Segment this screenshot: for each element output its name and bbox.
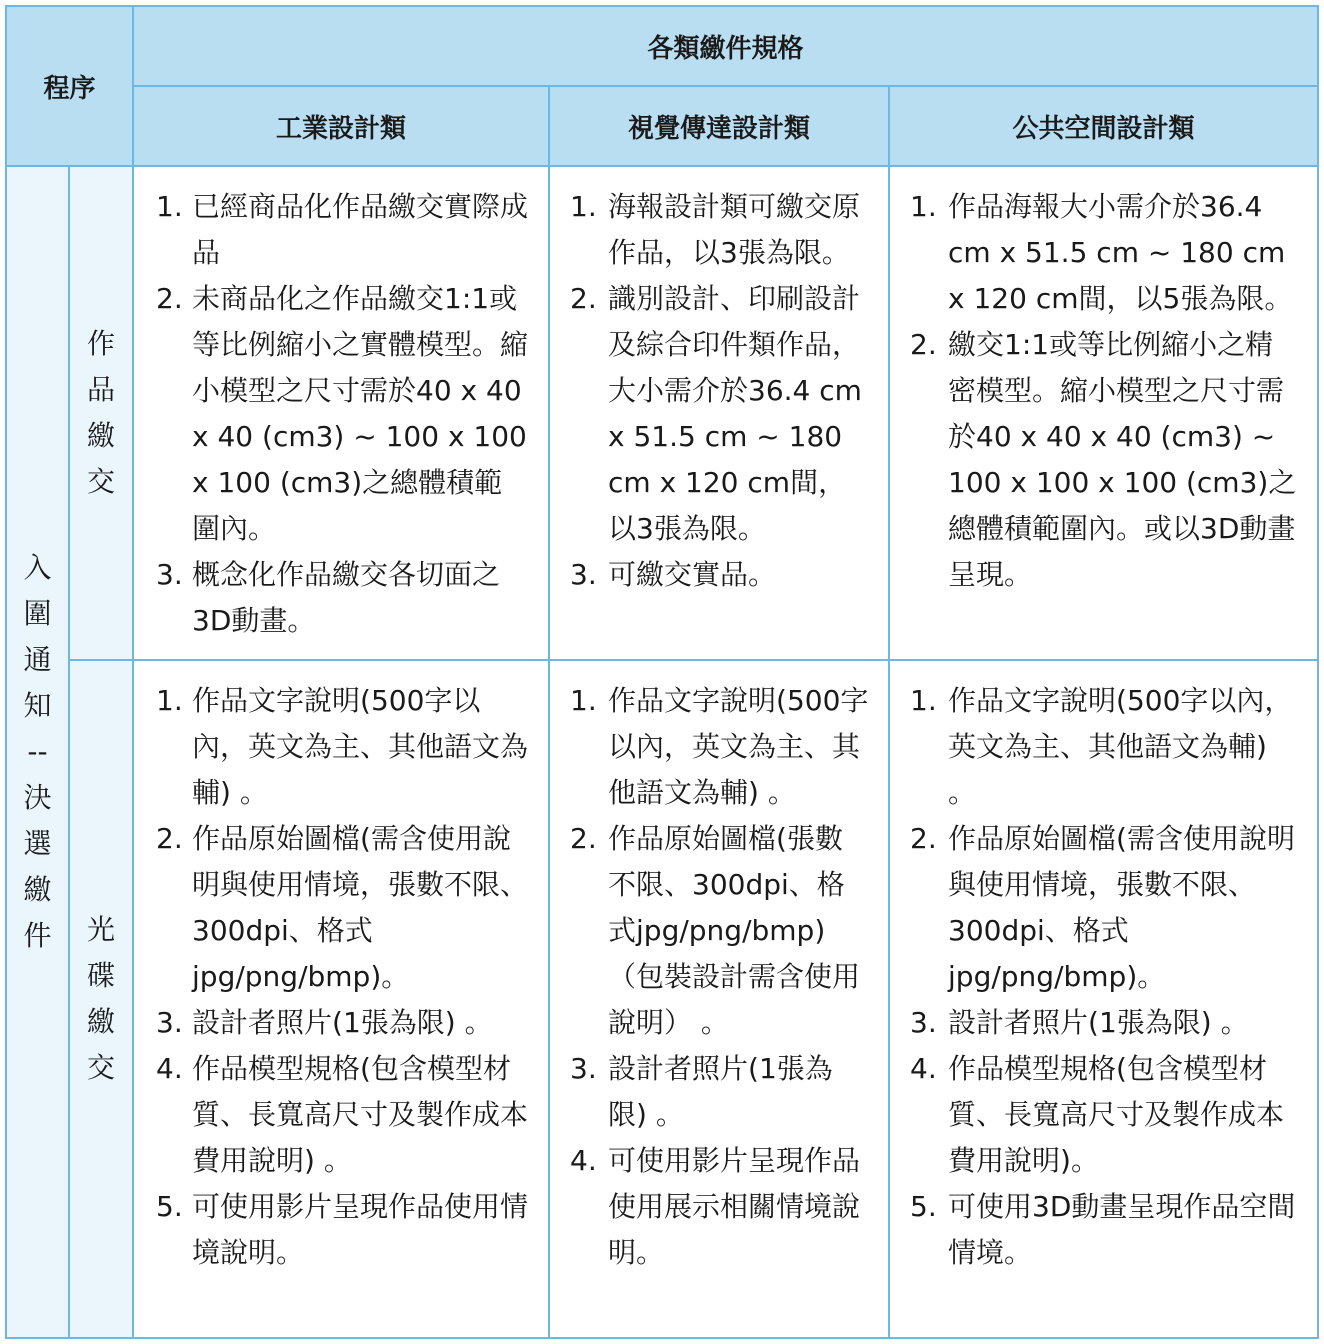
- vertical-char: 件: [23, 919, 52, 952]
- list-item: 作品原始圖檔(需含使用說明與使用情境，張數不限、300dpi、格式jpg/png/bmp)。: [948, 822, 1295, 993]
- disc-public-space-cell: [889, 660, 1318, 1338]
- disc-public-space-list: [890, 661, 1317, 1276]
- list-item: 已經商品化作品繳交實際成品: [192, 190, 529, 269]
- artwork-industrial-cell: [133, 166, 549, 660]
- category-header-industrial: 工業設計類: [133, 86, 549, 166]
- vertical-char: 決: [23, 781, 52, 814]
- artwork-visual-list: [550, 167, 888, 598]
- list-item: 作品模型規格(包含模型材質、長寬高尺寸及製作成本費用說明) 。: [192, 1052, 529, 1177]
- list-item: 作品模型規格(包含模型材質、長寬高尺寸及製作成本費用說明)。: [948, 1052, 1285, 1177]
- artwork-industrial-list: [134, 167, 548, 644]
- artwork-visual-cell: [549, 166, 889, 660]
- group-title-header: 各類繳件規格: [133, 6, 1318, 86]
- vertical-char: 品: [87, 373, 116, 406]
- list-item: 未商品化之作品繳交1:1或等比例縮小之實體模型。縮小模型之尺寸需於40 x 40 x 40 (cm3) ~ 100 x 100 x 100 (cm3)之總體積範圍內。: [192, 282, 529, 545]
- list-item: 設計者照片(1張為限) 。: [948, 1006, 1249, 1039]
- vertical-char: 繳: [23, 873, 52, 906]
- vertical-char: 圍: [23, 597, 52, 630]
- list-item: 設計者照片(1張為限) 。: [192, 1006, 493, 1039]
- vertical-char: 繳: [87, 419, 116, 452]
- vertical-char: 知: [23, 689, 52, 722]
- list-item: 作品海報大小需介於36.4 cm x 51.5 cm ~ 180 cm x 120 cm間，以5張為限。: [948, 190, 1293, 315]
- row-label-cell-disc: [69, 660, 133, 1338]
- disc-visual-cell: [549, 660, 889, 1338]
- procedure-header: 程序: [6, 6, 133, 166]
- list-item: 作品文字說明(500字以內，英文為主、其他語文為輔) 。: [948, 684, 1293, 809]
- vertical-char: 入: [23, 551, 52, 584]
- artwork-public-space-list: [890, 167, 1317, 598]
- vertical-char: 交: [87, 465, 116, 498]
- disc-industrial-list: [134, 661, 548, 1276]
- category-header-public-space: 公共空間設計類: [889, 86, 1318, 166]
- list-item: 作品文字說明(500字以內，英文為主、其他語文為輔) 。: [608, 684, 869, 809]
- list-item: 設計者照片(1張為限) 。: [608, 1052, 833, 1131]
- list-item: 作品原始圖檔(需含使用說明與使用情境，張數不限、300dpi、格式jpg/png/bmp)。: [192, 822, 529, 993]
- list-item: 概念化作品繳交各切面之3D動畫。: [192, 558, 501, 637]
- row-label-artwork: [86, 321, 117, 505]
- list-item: 作品原始圖檔(張數不限、300dpi、格式jpg/png/bmp)（包裝設計需含使用說明） 。: [608, 822, 861, 1039]
- list-item: 可使用3D動畫呈現作品空間情境。: [948, 1190, 1296, 1269]
- vertical-char: 碟: [87, 959, 116, 992]
- vertical-char: 光: [87, 913, 116, 946]
- disc-industrial-cell: [133, 660, 549, 1338]
- list-item: 作品文字說明(500字以內，英文為主、其他語文為輔) 。: [192, 684, 529, 809]
- list-item: 海報設計類可繳交原作品，以3張為限。: [608, 190, 861, 269]
- stage-label: [22, 545, 53, 959]
- row-label-cell-artwork: [69, 166, 133, 660]
- artwork-public-space-cell: [889, 166, 1318, 660]
- stage-label-cell: [6, 166, 69, 1338]
- vertical-char: 選: [23, 827, 52, 860]
- vertical-char: 作: [87, 327, 116, 360]
- vertical-char: 繳: [87, 1005, 116, 1038]
- vertical-char: --: [27, 735, 48, 768]
- disc-visual-list: [550, 661, 888, 1276]
- list-item: 可使用影片呈現作品使用展示相關情境說明。: [608, 1144, 861, 1269]
- submission-spec-table: [5, 5, 1319, 1339]
- list-item: 可繳交實品。: [608, 558, 777, 591]
- list-item: 識別設計、印刷設計及綜合印件類作品，大小需介於36.4 cm x 51.5 cm ~ 180 cm x 120 cm間，以3張為限。: [608, 282, 862, 545]
- category-header-visual: 視覺傳達設計類: [549, 86, 889, 166]
- list-item: 可使用影片呈現作品使用情境說明。: [192, 1190, 529, 1269]
- vertical-char: 通: [23, 643, 52, 676]
- row-label-disc: [86, 907, 117, 1091]
- vertical-char: 交: [87, 1051, 116, 1084]
- list-item: 繳交1:1或等比例縮小之精密模型。縮小模型之尺寸需於40 x 40 x 40 (cm3) ~ 100 x 100 x 100 (cm3)之總體積範圍內。或以3D動畫呈現。: [948, 328, 1297, 591]
